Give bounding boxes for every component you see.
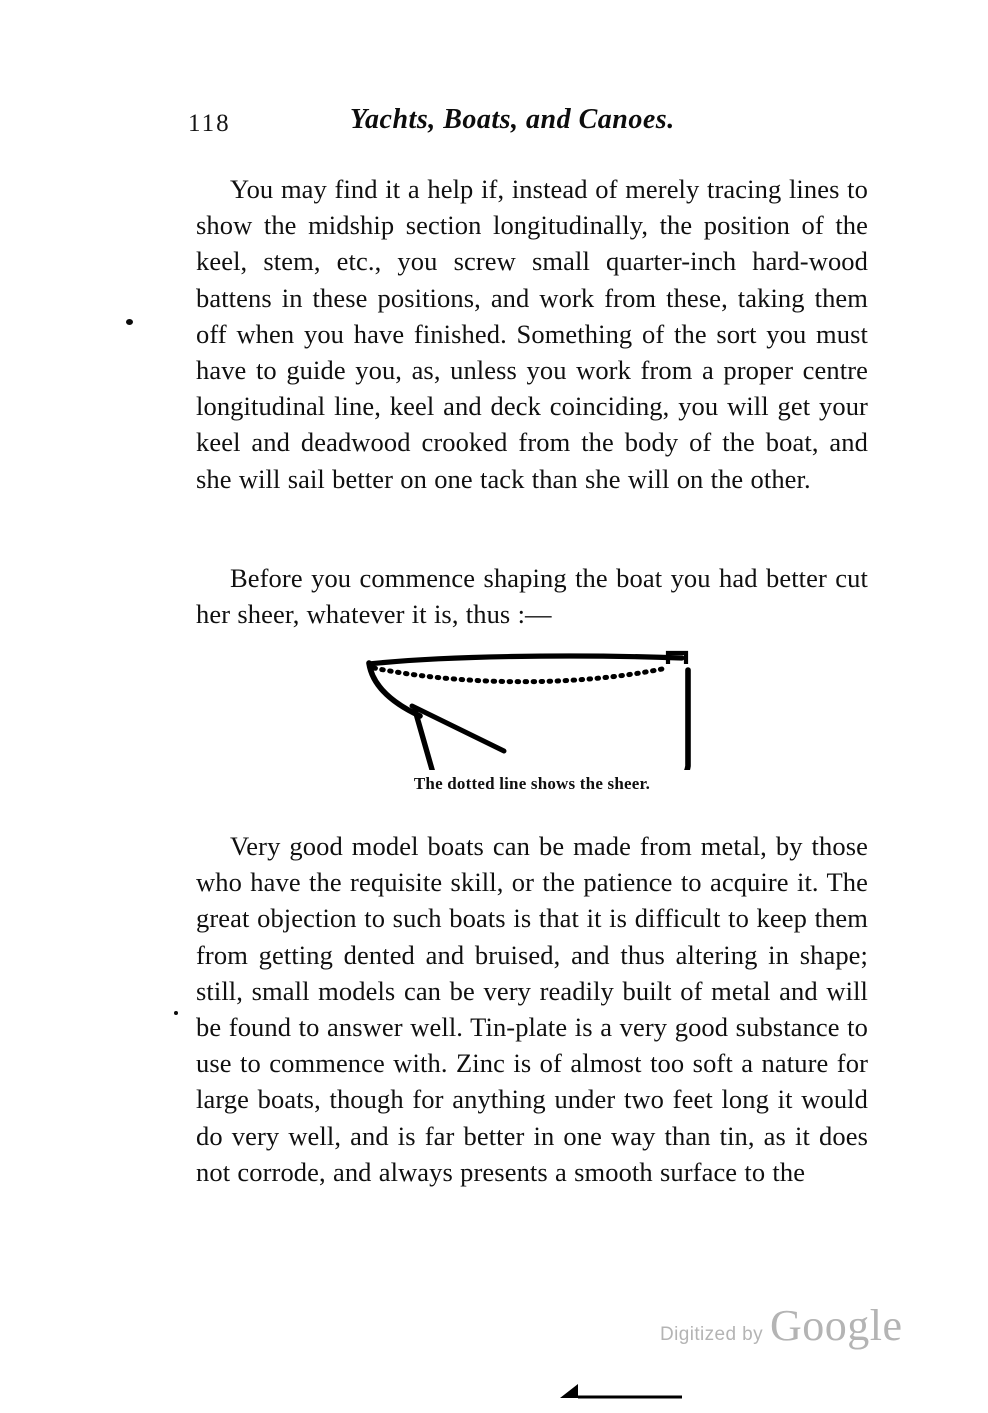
- page-folio-number: 118: [188, 110, 231, 137]
- paragraph: Very good model boats can be made from metal, by those who have the requisite skill, or the patience to acquire it. The great objection to such boats is that it is difficult to keep them from getting dented and bruised, and thus altering in shape; still, small models can be very readily built of metal and will be found to answer well. Tin-plate is a very good substance to use to commence with. Zinc is of almost too soft a nature for large boats, though for anything under two feet long it would do very well, and is far better in one way than tin, as it does not corrode, and always presents a smooth surface to the: [196, 831, 868, 1187]
- artifact-triangle: [560, 1384, 578, 1398]
- paragraph: You may find it a help if, instead of merely tracing lines to show the midship section longitudinally, the position of the keel, stem, etc., you screw small quarter-inch hard-wood battens in these positions, and work from these, taking them off when you have finished. Something of the sort you must have to guide you, as, unless you work from a proper centre longitudinal line, keel and deck coinciding, you will get your keel and deadwood crooked from the body of the boat, and she will sail better on one tack than she will on the other.: [196, 174, 868, 494]
- dotted-sheer-line: [374, 668, 662, 682]
- gunwale-line: [369, 656, 682, 664]
- scan-edge-artifact: [560, 1384, 700, 1404]
- watermark-google-wordmark: Google: [770, 1301, 903, 1350]
- margin-ink-speck-icon: [126, 319, 133, 325]
- paragraph: Before you commence shaping the boat you had better cut her sheer, whatever it is, thus :—: [196, 563, 868, 630]
- scan-artifact-shape: [560, 1384, 700, 1404]
- watermark-digitized-by-label: Digitized by: [660, 1324, 764, 1345]
- digitized-by-google-watermark: [660, 1300, 903, 1351]
- keel-and-transom-line: [436, 670, 688, 770]
- boat-hull-drawing: [352, 640, 712, 770]
- artifact-rule: [578, 1396, 682, 1399]
- stem-to-keel-line: [415, 710, 435, 770]
- running-head: [110, 104, 900, 148]
- running-head-title: Yachts, Boats, and Canoes.: [350, 104, 675, 135]
- margin-ink-speck-icon: [174, 1011, 178, 1015]
- figure-caption: The dotted line shows the sheer.: [413, 774, 651, 793]
- figure-boat-hull: [352, 640, 712, 815]
